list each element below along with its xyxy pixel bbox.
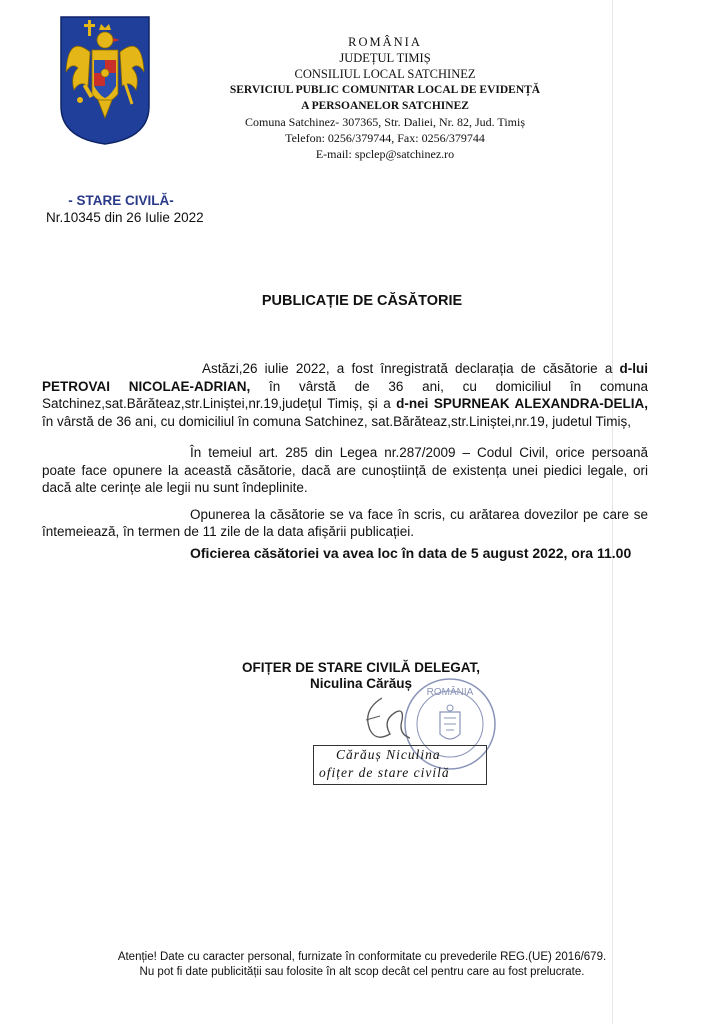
registry-number: Nr.10345 din 26 Iulie 2022 xyxy=(46,210,204,225)
bride-name: d-nei SPURNEAK ALEXANDRA-DELIA, xyxy=(396,396,648,411)
paragraph-declaration xyxy=(42,360,648,430)
declaration-groom-details: în vârstă de 36 ani, cu domiciliul în comuna Satchinez,sat.Bărăteaz,str.Liniștei,nr.19,județul Timiș, și a xyxy=(42,378,648,411)
header-council: CONSILIUL LOCAL SATCHINEZ xyxy=(294,67,476,81)
document-body xyxy=(42,360,648,562)
header-country: ROMÂNIA xyxy=(348,35,422,49)
paragraph-legal-basis: În temeiul art. 285 din Legea nr.287/2009 – Codul Civil, orice persoană poate face opunere la această căsătorie, dacă are cunoștiință de existența unei piedici legale, ori dacă alte cerințe ale legii nu sunt îndeplinite. xyxy=(42,445,648,495)
signature-box-title: ofițer de stare civilă xyxy=(319,765,450,780)
groom-name: d-lui PETROVAI NICOLAE-ADRIAN, xyxy=(42,361,648,394)
privacy-line1: Atenție! Date cu caracter personal, furnizate în conformitate cu prevederile REG.(UE) 2016/679. xyxy=(117,951,607,963)
paragraph-ceremony-date: Oficierea căsătoriei va avea loc în data de 5 august 2022, ora 11.00 xyxy=(190,544,632,561)
header-county: JUDEȚUL TIMIȘ xyxy=(339,51,431,65)
declaration-bride-details: în vârstă de 36 ani, cu domiciliul în comuna Satchinez, sat.Bărăteaz,str.Liniștei,nr.19, judetul Timiș, xyxy=(42,413,632,429)
signature-box xyxy=(313,745,487,785)
document-title: PUBLICAȚIE DE CĂSĂTORIE xyxy=(261,293,463,309)
registry-block xyxy=(46,193,216,225)
privacy-notice xyxy=(60,950,664,980)
signature-box-name: Cărăuș Niculina xyxy=(336,747,441,762)
header-service-line1: SERVICIUL PUBLIC COMUNITAR LOCAL DE EVIDENȚĂ xyxy=(229,84,541,96)
header-email: E-mail: spclep@satchinez.ro xyxy=(315,147,455,161)
officer-name: Niculina Cărăuș xyxy=(309,676,413,691)
declaration-intro: Astăzi,26 iulie 2022, a fost înregistrată declarația de căsătorie a xyxy=(202,361,620,376)
handwritten-signature-icon xyxy=(352,690,442,750)
registry-title: - STARE CIVILĂ- xyxy=(68,193,174,208)
institution-header xyxy=(210,34,560,162)
privacy-line2: Nu pot fi date publicității sau folosite în alt scop decât cel pentru care au fost prelucrate. xyxy=(139,966,585,978)
header-address: Comuna Satchinez- 307365, Str. Daliei, Nr. 82, Jud. Timiș xyxy=(244,115,525,129)
officer-role: OFIȚER DE STARE CIVILĂ DELEGAT, xyxy=(241,660,480,675)
stamp-text: ROMÂNIA xyxy=(426,687,474,698)
header-phone: Telefon: 0256/379744, Fax: 0256/379744 xyxy=(285,131,485,145)
header-service-line2: A PERSOANELOR SATCHINEZ xyxy=(301,100,469,112)
coat-of-arms-icon xyxy=(58,14,152,146)
paragraph-opposition: Opunerea la căsătorie se va face în scris, cu arătarea dovezilor pe care se întemeiează, în termen de 11 zile de la data afișării publicației. xyxy=(42,506,648,539)
